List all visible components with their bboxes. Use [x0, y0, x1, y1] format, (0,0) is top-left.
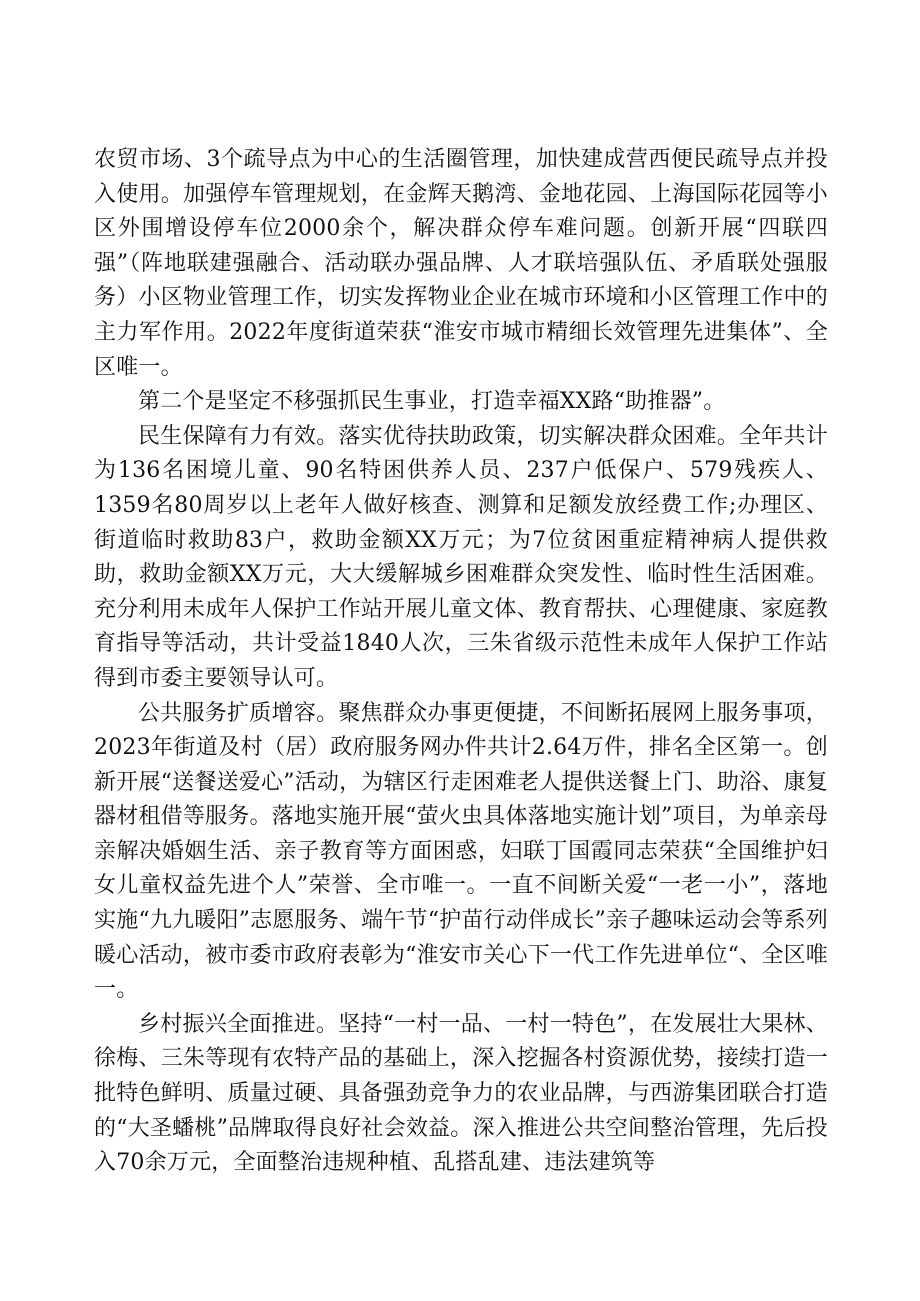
- paragraph-section-heading: 第二个是坚定不移强抓民生事业，打造幸福XX路“助推器”。: [138, 389, 726, 415]
- paragraph-urban-management: 农贸市场、3个疏导点为中心的生活圈管理，加快建成营西便民疏导点并投入使用。加强停车管理规划，在金辉天鹅湾、金地花园、上海国际花园等小区外围增设停车位2000余个，解决群众停车难问题。创新开展“四联四强”（阵地联建强融合、活动联办强品牌、人才联培强队伍、矛盾联处强服务）小区物业管理工作，切实发挥物业企业在城市环境和小区管理工作中的主力军作用。2022年度街道荣获“淮安市城市精细长效管理先进集体”、全区唯一。: [94, 147, 828, 380]
- paragraph-rural-revitalization: 乡村振兴全面推进。坚持“一村一品、一村一特色”，在发展壮大果林、徐梅、三朱等现有农特产品的基础上，深入挖掘各村资源优势，接续打造一批特色鲜明、质量过硬、具备强劲竞争力的农业品牌，与西游集团联合打造的“大圣蟠桃”品牌取得良好社会效益。深入推进公共空间整治管理，先后投入70余万元，全面整治违规种植、乱搭乱建、违法建筑等: [94, 1011, 828, 1176]
- paragraph-livelihood-security: 民生保障有力有效。落实优待扶助政策，切实解决群众困难。全年共计为136名困境儿童、90名特困供养人员、237户低保户、579残疾人、1359名80周岁以上老年人做好核查、测算和足额发放经费工作;办理区、街道临时救助83户，救助金额XX万元；为7位贫困重症精神病人提供救助，救助金额XX万元，大大缓解城乡困难群众突发性、临时性生活困难。充分利用未成年人保护工作站开展儿童文体、教育帮扶、心理健康、家庭教育指导等活动，共计受益1840人次，三朱省级示范性未成年人保护工作站得到市委主要领导认可。: [94, 423, 828, 691]
- paragraph-public-services: 公共服务扩质增容。聚焦群众办事更便捷，不间断拓展网上服务事项，2023年街道及村（居）政府服务网办件共计2.64万件，排名全区第一。创新开展“送餐送爱心”活动，为辖区行走困难老人提供送餐上门、助浴、康复器材租借等服务。落地实施开展“萤火虫具体落地实施计划”项目，为单亲母亲解决婚姻生活、亲子教育等方面困惑，妇联丁国霞同志荣获“全国维护妇女儿童权益先进个人”荣誉、全市唯一。一直不间断关爱“一老一小”，落地实施“九九暖阳”志愿服务、端午节“护苗行动伴成长”亲子趣味运动会等系列暖心活动，被市委市政府表彰为“淮安市关心下一代工作先进单位“、全区唯一。: [94, 700, 828, 1003]
- document-body: [94, 143, 828, 1181]
